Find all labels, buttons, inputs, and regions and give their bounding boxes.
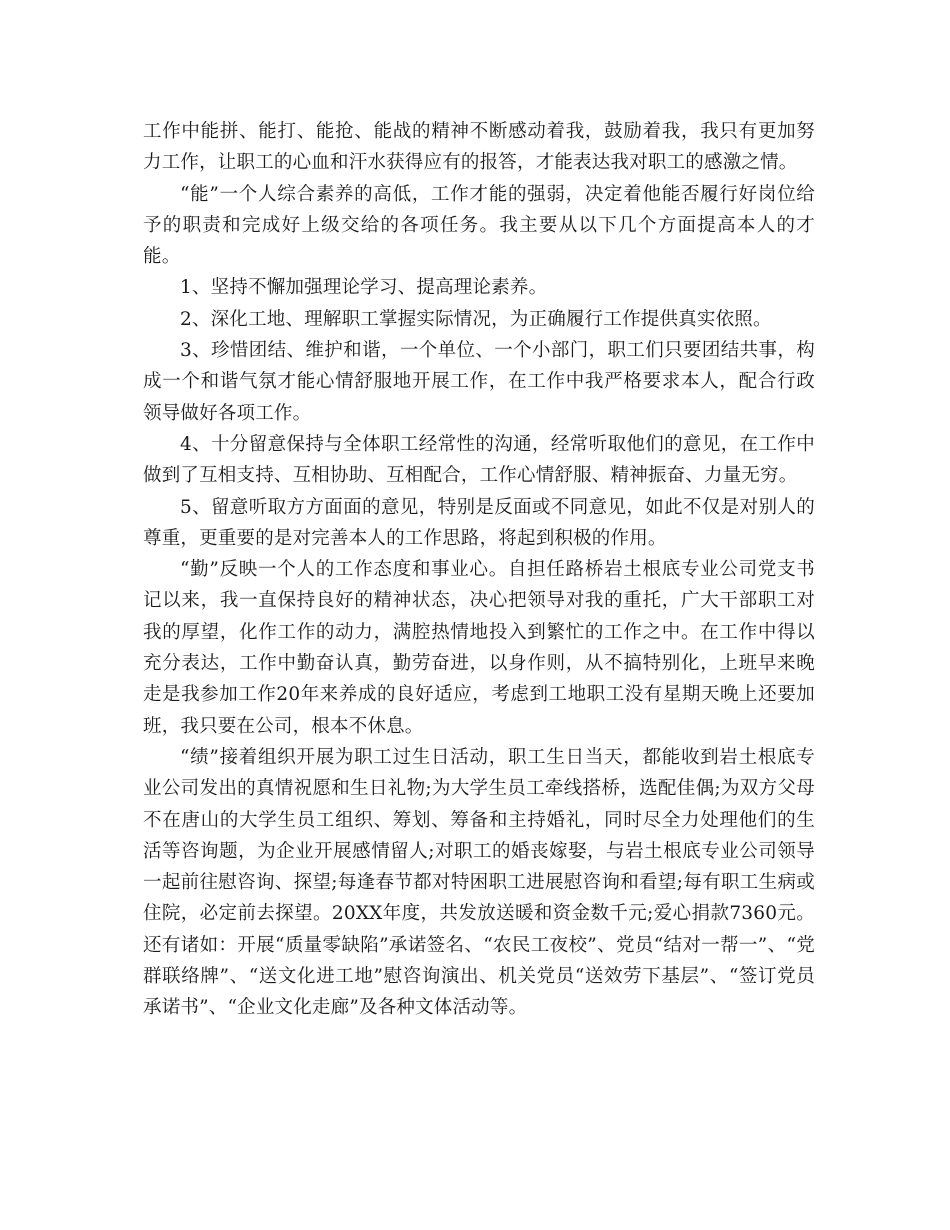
document-body bbox=[143, 116, 815, 1024]
list-item: 4、十分留意保持与全体职工经常性的沟通，经常听取他们的意见，在工作中做到了互相支持、互相协助、互相配合，工作心情舒服、精神振奋、力量无穷。 bbox=[143, 433, 815, 487]
list-item: 1、坚持不懈加强理论学习、提高理论素养。 bbox=[180, 277, 548, 299]
paragraph: 工作中能拼、能打、能抢、能战的精神不断感动着我，鼓励着我，我只有更加努力工作，让职工的心血和汗水获得应有的报答，才能表达我对职工的感激之情。 bbox=[143, 121, 815, 174]
paragraph: “绩”接着组织开展为职工过生日活动，职工生日当天，都能收到岩土根底专业公司发出的真情祝愿和生日礼物;为大学生员工牵线搭桥，选配佳偶;为双方父母不在唐山的大学生员工组织、筹划、筹备和主持婚礼，同时尽全力处理他们的生活等咨询题，为企业开展感情留人;对职工的婚丧嫁娶，与岩土根底专业公司领导一起前往慰咨询、探望;每逢春节都对特困职工进展慰咨询和看望;每有职工生病或住院，必定前去探望。20XX年度，共发放送暖和资金数千元;爱心捐款7360元。还有诸如：开展“质量零缺陷”承诺签名、“农民工夜校”、党员“结对一帮一”、“党群联络牌”、“送文化进工地”慰咨询演出、机关党员“送效劳下基层”、“签订党员承诺书”、“企业文化走廊”及各种文体活动等。 bbox=[143, 746, 815, 1019]
list-item: 2、深化工地、理解职工掌握实际情况，为正确履行工作提供真实依照。 bbox=[180, 308, 772, 330]
list-item: 3、珍惜团结、维护和谐，一个单位、一个小部门，职工们只要团结共事，构成一个和谐气氛才能心情舒服地开展工作，在工作中我严格要求本人，配合行政领导做好各项工作。 bbox=[143, 340, 815, 424]
paragraph: “能”一个人综合素养的高低，工作才能的强弱，决定着他能否履行好岗位给予的职责和完成好上级交给的各项任务。我主要从以下几个方面提高本人的才能。 bbox=[143, 183, 815, 268]
paragraph: “勤”反映一个人的工作态度和事业心。自担任路桥岩土根底专业公司党支书记以来，我一直保持良好的精神状态，决心把领导对我的重托，广大干部职工对我的厚望，化作工作的动力，满腔热情地投入到繁忙的工作之中。在工作中得以充分表达，工作中勤奋认真，勤劳奋进，以身作则，从不搞特别化，上班早来晚走是我参加工作20年来养成的良好适应，考虑到工地职工没有星期天晚上还要加班，我只要在公司，根本不休息。 bbox=[143, 559, 815, 737]
list-item: 5、留意听取方方面面的意见，特别是反面或不同意见，如此不仅是对别人的尊重，更重要的是对完善本人的工作思路，将起到积极的作用。 bbox=[143, 496, 815, 549]
